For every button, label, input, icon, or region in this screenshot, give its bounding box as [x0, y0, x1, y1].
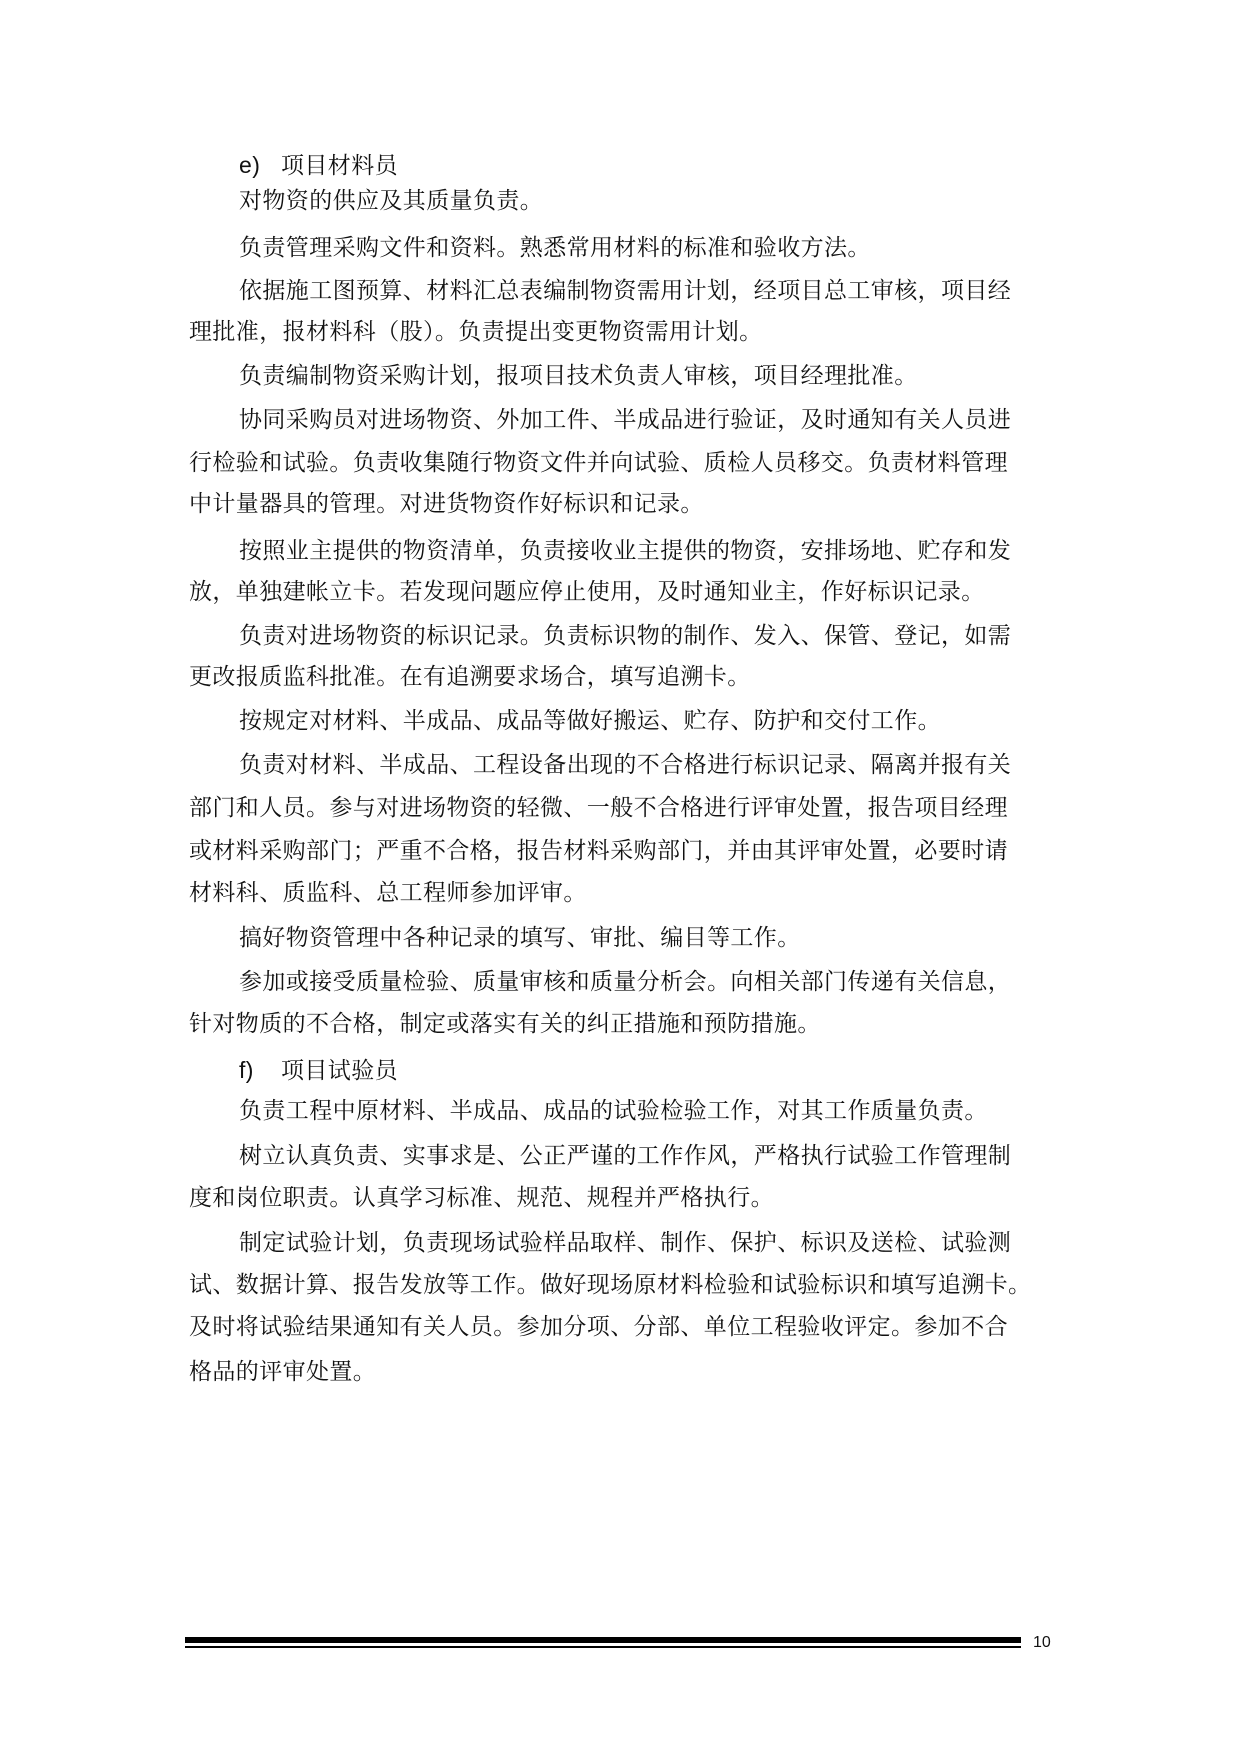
section-heading-e [239, 150, 398, 181]
text-line: 按照业主提供的物资清单，负责接收业主提供的物资，安排场地、贮存和发 [239, 538, 1012, 564]
text-line: 格品的评审处置。 [189, 1359, 377, 1385]
text-line: 或材料采购部门；严重不合格，报告材料采购部门，并由其评审处置，必要时请 [189, 838, 1008, 864]
text-line: 对物资的供应及其质量负责。 [239, 188, 544, 214]
section-title: 项目材料员 [281, 153, 398, 179]
section-heading-f [239, 1055, 398, 1086]
text-line: 依据施工图预算、材料汇总表编制物资需用计划，经项目总工审核，项目经 [239, 278, 1012, 304]
text-line: 负责对进场物资的标识记录。负责标识物的制作、发入、保管、登记，如需 [239, 623, 1012, 649]
section-title: 项目试验员 [281, 1058, 398, 1084]
text-line: 针对物质的不合格，制定或落实有关的纠正措施和预防措施。 [189, 1011, 821, 1037]
footer-rule-thick [185, 1637, 1021, 1643]
text-line: 理批准，报材料科（股）。负责提出变更物资需用计划。 [189, 319, 763, 345]
text-line: 负责编制物资采购计划，报项目技术负责人审核，项目经理批准。 [239, 363, 918, 389]
text-line: 放，单独建帐立卡。若发现问题应停止使用，及时通知业主，作好标识记录。 [189, 579, 985, 605]
text-line: 更改报质监科批准。在有追溯要求场合，填写追溯卡。 [189, 664, 751, 690]
text-line: 参加或接受质量检验、质量审核和质量分析会。向相关部门传递有关信息， [239, 969, 1012, 995]
text-line: 负责管理采购文件和资料。熟悉常用材料的标准和验收方法。 [239, 235, 871, 261]
text-line: 树立认真负责、实事求是、公正严谨的工作作风，严格执行试验工作管理制 [239, 1143, 1012, 1169]
text-line: 制定试验计划，负责现场试验样品取样、制作、保护、标识及送检、试验测 [239, 1230, 1012, 1256]
text-line: 协同采购员对进场物资、外加工件、半成品进行验证，及时通知有关人员进 [239, 407, 1012, 433]
text-line: 负责对材料、半成品、工程设备出现的不合格进行标识记录、隔离并报有关 [239, 752, 1012, 778]
text-line: 负责工程中原材料、半成品、成品的试验检验工作，对其工作质量负责。 [239, 1098, 988, 1124]
page-number: 10 [1033, 1634, 1051, 1651]
text-line: 部门和人员。参与对进场物资的轻微、一般不合格进行评审处置，报告项目经理 [189, 795, 1008, 821]
section-marker: e) [239, 152, 261, 178]
text-line: 按规定对材料、半成品、成品等做好搬运、贮存、防护和交付工作。 [239, 708, 941, 734]
text-line: 材料科、质监科、总工程师参加评审。 [189, 880, 587, 906]
text-line: 及时将试验结果通知有关人员。参加分项、分部、单位工程验收评定。参加不合 [189, 1314, 1008, 1340]
text-line: 搞好物资管理中各种记录的填写、审批、编目等工作。 [239, 925, 801, 951]
text-line: 度和岗位职责。认真学习标准、规范、规程并严格执行。 [189, 1185, 774, 1211]
text-line: 试、数据计算、报告发放等工作。做好现场原材料检验和试验标识和填写追溯卡。 [189, 1272, 1032, 1298]
footer-rule-thin [185, 1646, 1021, 1648]
text-line: 中计量器具的管理。对进货物资作好标识和记录。 [189, 491, 704, 517]
section-marker: f) [239, 1057, 254, 1083]
text-line: 行检验和试验。负责收集随行物资文件并向试验、质检人员移交。负责材料管理 [189, 450, 1008, 476]
